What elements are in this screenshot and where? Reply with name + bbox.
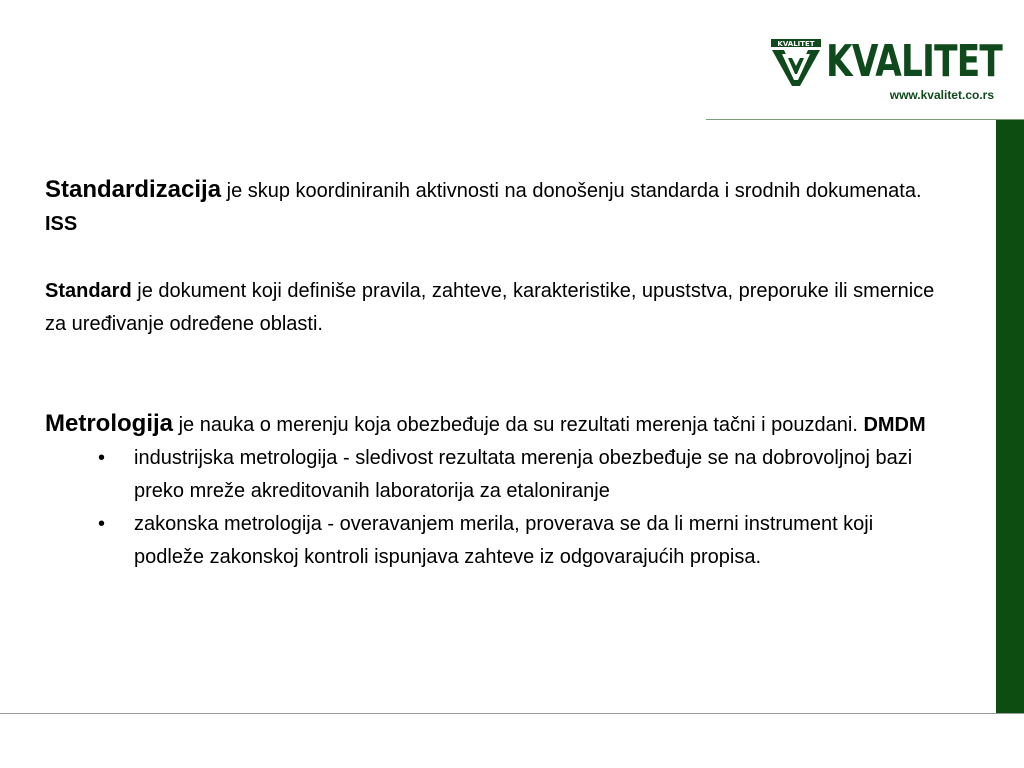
footer-divider bbox=[0, 713, 1024, 714]
reference-dmdm: DMDM bbox=[863, 414, 926, 436]
term-metrologija: Metrologija bbox=[45, 410, 174, 437]
term-standardizacija: Standardizacija bbox=[45, 176, 222, 203]
list-item bbox=[45, 442, 945, 508]
list-item bbox=[45, 508, 945, 574]
metrologija-bullet-list bbox=[45, 442, 945, 574]
kvalitet-logo bbox=[770, 36, 1003, 104]
paragraph-metrologija bbox=[45, 407, 945, 442]
term-standard: Standard bbox=[45, 280, 132, 302]
logo-wordmark: KVALITET bbox=[826, 36, 1003, 87]
bullet-text: industrijska metrologija - sledivost rezultata merenja obezbeđuje se na dobrovoljnoj bazi preko mreže akreditovanih laboratorija za etaloniranje bbox=[134, 447, 913, 502]
reference-iss: ISS bbox=[45, 213, 78, 235]
kvalitet-logo-mark-icon bbox=[770, 38, 822, 88]
side-green-bar bbox=[996, 120, 1024, 713]
logo-mark-text: KVALITET bbox=[777, 40, 815, 48]
definition-standard: je dokument koji definiše pravila, zahteve, karakteristike, upuststva, preporuke ili smernice za uređivanje određene oblasti. bbox=[45, 280, 935, 335]
header-divider bbox=[706, 119, 1024, 120]
definition-metrologija: je nauka o merenju koja obezbeđuje da su rezultati merenja tačni i pouzdani. bbox=[173, 414, 864, 436]
bullet-icon: • bbox=[98, 447, 106, 469]
paragraph-standardizacija bbox=[45, 173, 945, 241]
bullet-icon: • bbox=[98, 513, 106, 535]
logo-url[interactable]: www.kvalitet.co.rs bbox=[889, 88, 994, 102]
definition-standardizacija: je skup koordiniranih aktivnosti na donošenju standarda i srodnih dokumenata. bbox=[221, 180, 922, 202]
paragraph-standard bbox=[45, 275, 945, 341]
slide-body bbox=[45, 173, 945, 574]
bullet-text: zakonska metrologija - overavanjem merila, proverava se da li merni instrument koji podleže zakonskoj kontroli ispunjava zahteve iz odgovarajućih propisa. bbox=[134, 513, 874, 568]
